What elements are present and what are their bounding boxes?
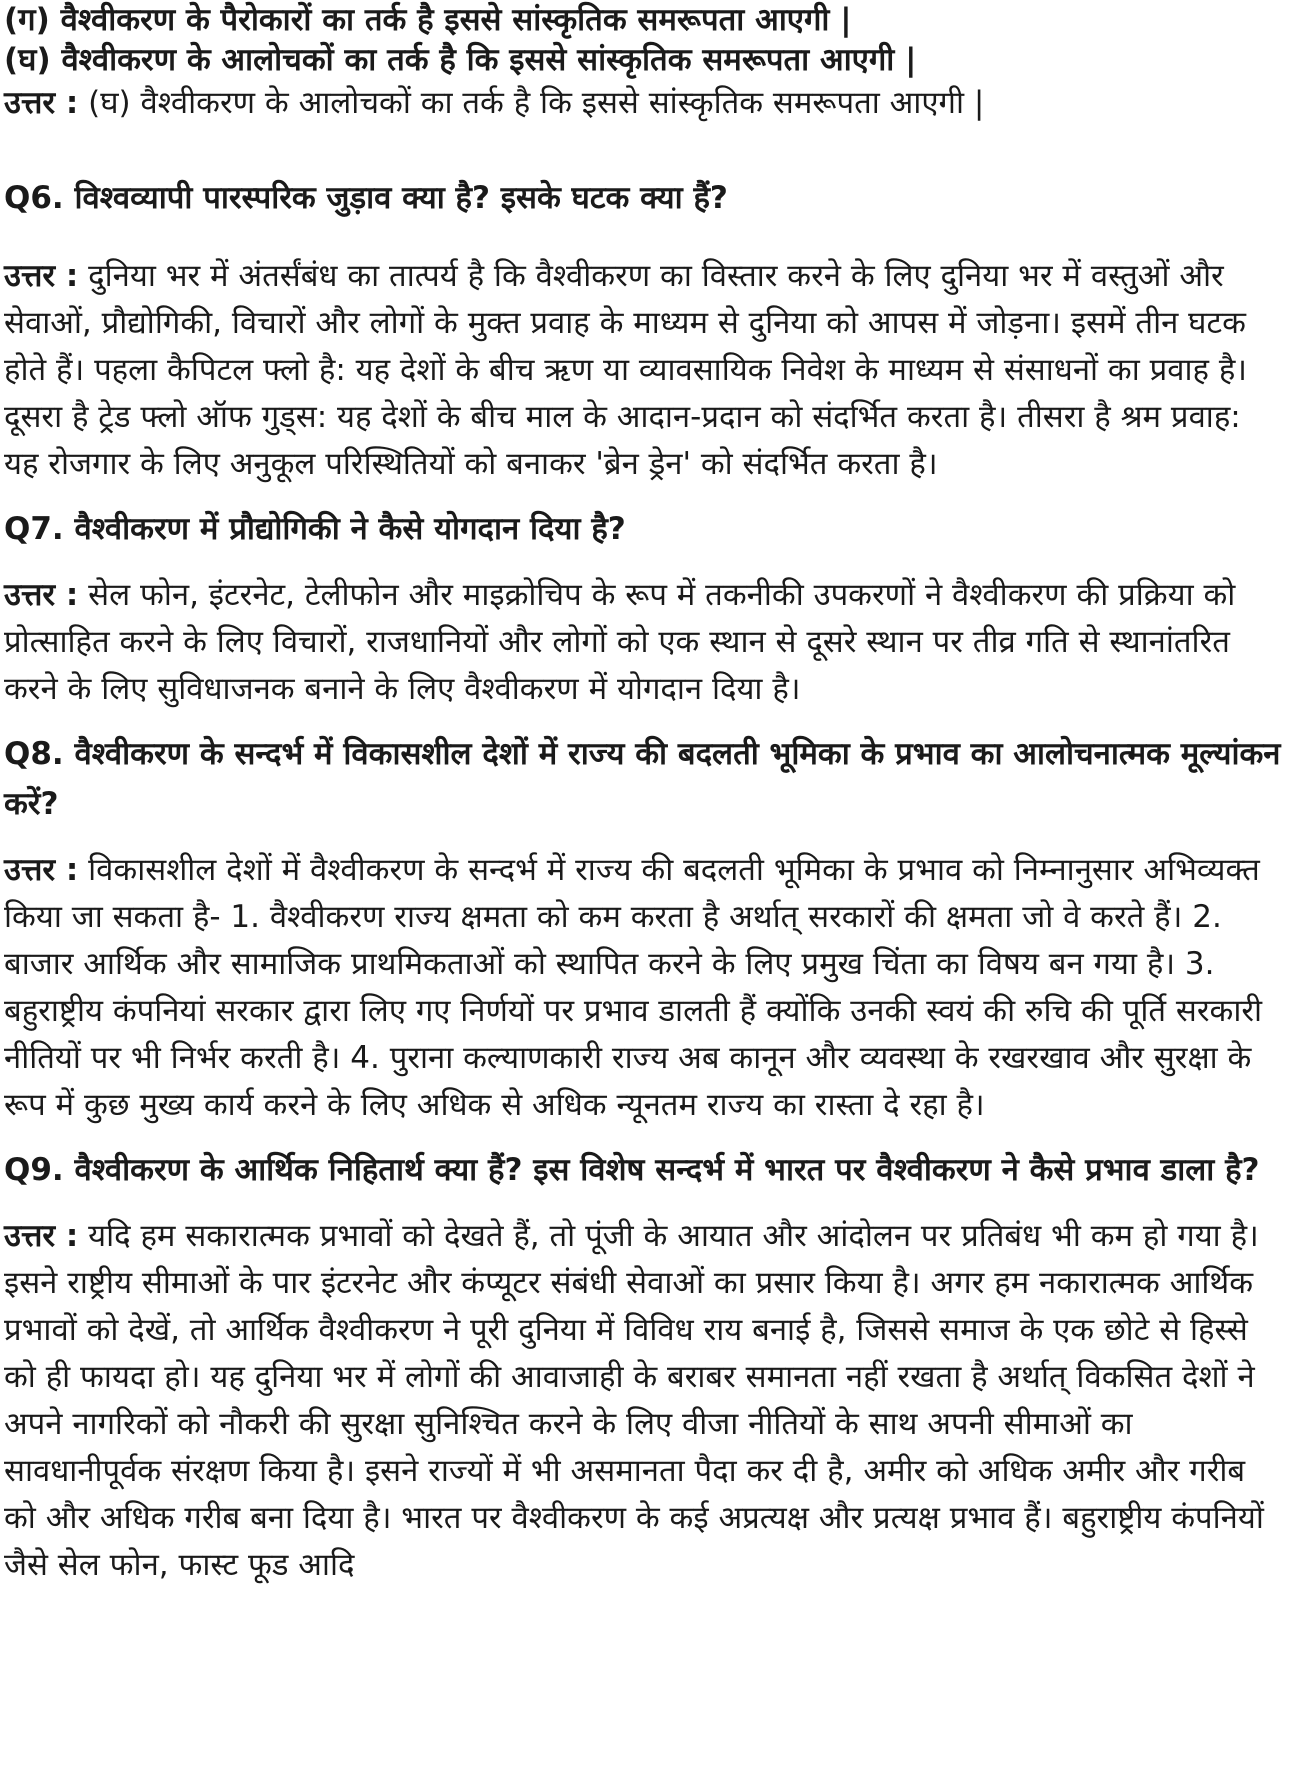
answer-label: उत्तर : xyxy=(4,852,79,888)
spacer xyxy=(4,127,1284,173)
q9-answer xyxy=(4,1213,1284,1589)
spacer xyxy=(4,488,1284,504)
q6-question: Q6. विश्वव्यापी पारस्परिक जुड़ाव क्या है? इसके घटक क्या हैं? xyxy=(4,180,728,216)
q5-answer xyxy=(4,80,1284,127)
q6-answer xyxy=(4,253,1284,488)
q6-answer-text: दुनिया भर में अंतर्संबंध का तात्पर्य है कि वैश्वीकरण का विस्तार करने के लिए दुनिया भर में वस्तुओं और सेवाओं, प्रौद्योगिकी, विचारों और लोगों के मुक्त प्रवाह के माध्यम से दुनिया को आपस में जोड़ना। इसमें तीन घटक होते हैं। पहला कैपिटल फ्लो है: यह देशों के बीच ऋण या व्यावसायिक निवेश के माध्यम से संसाधनों का प्रवाह है। दूसरा है ट्रेड फ्लो ऑफ गुड्स: यह देशों के बीच माल के आदान-प्रदान को संदर्भित करता है। तीसरा है श्रम प्रवाह: यह रोजगार के लिए अनुकूल परिस्थितियों को बनाकर 'ब्रेन ड्रेन' को संदर्भित करता है। xyxy=(4,258,1248,482)
answer-label: उत्तर : xyxy=(4,577,79,613)
spacer xyxy=(4,1129,1284,1145)
answer-label: उत्तर : xyxy=(4,1218,79,1254)
q9-question: Q9. वैश्वीकरण के आर्थिक निहितार्थ क्या हैं? इस विशेष सन्दर्भ में भारत पर वैश्वीकरण ने कैसे प्रभाव डाला है? xyxy=(4,1152,1260,1188)
q5-answer-text: (घ) वैश्वीकरण के आलोचकों का तर्क है कि इससे सांस्कृतिक समरूपता आएगी | xyxy=(88,85,985,121)
q8-question: Q8. वैश्वीकरण के सन्दर्भ में विकासशील देशों में राज्य की बदलती भूमिका के प्रभाव का आलोचनात्मक मूल्यांकन करें? xyxy=(4,736,1281,822)
q7-answer-text: सेल फोन, इंटरनेट, टेलीफोन और माइक्रोचिप के रूप में तकनीकी उपकरणों ने वैश्वीकरण की प्रक्रिया को प्रोत्साहित करने के लिए विचारों, राजधानियों और लोगों को एक स्थान से दूसरे स्थान पर तीव्र गति से स्थानांतरित करने के लिए सुविधाजनक बनाने के लिए वैश्वीकरण में योगदान दिया है। xyxy=(4,577,1236,707)
option-ga: (ग) वैश्वीकरण के पैरोकारों का तर्क है इससे सांस्कृतिक समरूपता आएगी | xyxy=(4,2,852,38)
answer-label: उत्तर : xyxy=(4,258,79,294)
spacer xyxy=(4,713,1284,729)
option-gha: (घ) वैश्वीकरण के आलोचकों का तर्क है कि इससे सांस्कृतिक समरूपता आएगी | xyxy=(4,42,917,78)
q8-answer-text: विकासशील देशों में वैश्वीकरण के सन्दर्भ में राज्य की बदलती भूमिका के प्रभाव को निम्नानुसार अभिव्यक्त किया जा सकता है- 1. वैश्वीकरण राज्य क्षमता को कम करता है अर्थात् सरकारों की क्षमता जो वे करते हैं। 2. बाजार आर्थिक और सामाजिक प्राथमिकताओं को स्थापित करने के लिए प्रमुख चिंता का विषय बन गया है। 3. बहुराष्ट्रीय कंपनियां सरकार द्वारा लिए गए निर्णयों पर प्रभाव डालती हैं क्योंकि उनकी स्वयं की रुचि की पूर्ति सरकारी नीतियों पर भी निर्भर करती है। 4. पुराना कल्याणकारी राज्य अब कानून और व्यवस्था के रखरखाव और सुरक्षा के रूप में कुछ मुख्य कार्य करने के लिए अधिक से अधिक न्यूनतम राज्य का रास्ता दे रहा है। xyxy=(4,852,1263,1123)
q7-question: Q7. वैश्वीकरण में प्रौद्योगिकी ने कैसे योगदान दिया है? xyxy=(4,511,626,547)
q9-answer-text: यदि हम सकारात्मक प्रभावों को देखते हैं, तो पूंजी के आयात और आंदोलन पर प्रतिबंध भी कम हो गया है। इसने राष्ट्रीय सीमाओं के पार इंटरनेट और कंप्यूटर संबंधी सेवाओं का प्रसार किया है। अगर हम नकारात्मक आर्थिक प्रभावों को देखें, तो आर्थिक वैश्वीकरण ने पूरी दुनिया में विविध राय बनाई है, जिससे समाज के एक छोटे से हिस्से को ही फायदा हो। यह दुनिया भर में लोगों की आवाजाही के बराबर समानता नहीं रखता है अर्थात् विकसित देशों ने अपने नागरिकों को नौकरी की सुरक्षा सुनिश्चित करने के लिए वीजा नीतियों के साथ अपनी सीमाओं का सावधानीपूर्वक संरक्षण किया है। इसने राज्यों में भी असमानता पैदा कर दी है, अमीर को अधिक अमीर और गरीब को और अधिक गरीब बना दिया है। भारत पर वैश्वीकरण के कई अप्रत्यक्ष और प्रत्यक्ष प्रभाव हैं। बहुराष्ट्रीय कंपनियों जैसे सेल फोन, फास्ट फूड आदि xyxy=(4,1218,1264,1583)
q8-answer xyxy=(4,847,1284,1129)
answer-label: उत्तर : xyxy=(4,85,79,121)
spacer xyxy=(4,554,1284,572)
q7-answer xyxy=(4,572,1284,713)
spacer xyxy=(4,1195,1284,1213)
spacer xyxy=(4,829,1284,847)
spacer xyxy=(4,223,1284,253)
